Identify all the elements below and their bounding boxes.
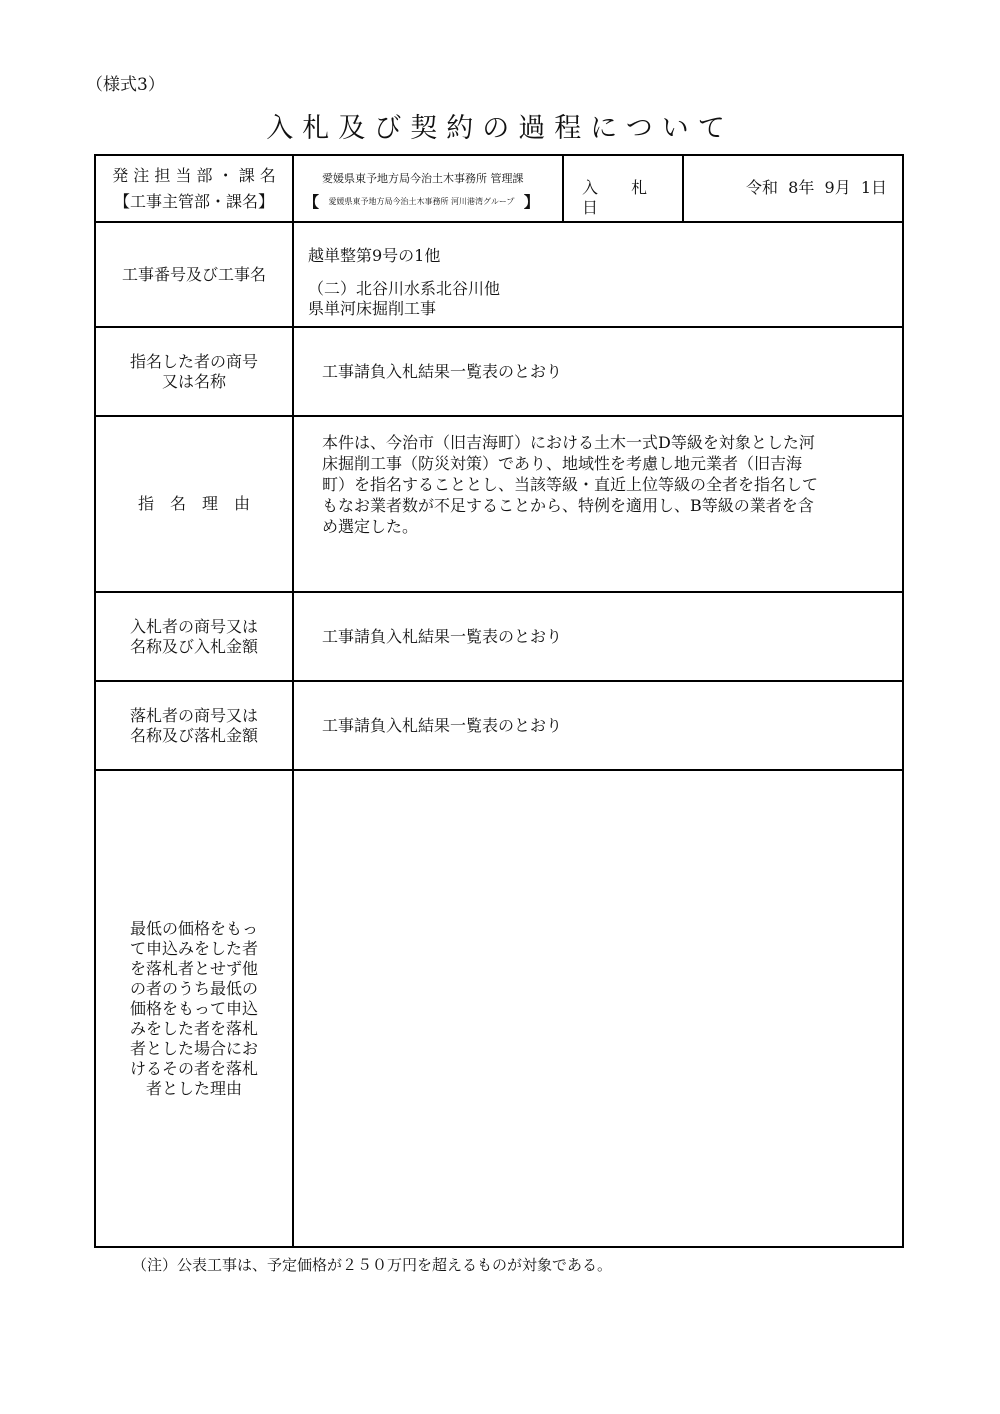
exception-label-line: を落札者とせず他 bbox=[129, 958, 258, 978]
work-label: 工事番号及び工事名 bbox=[96, 223, 294, 326]
managing-department-text: 愛媛県東予地方局今治土木事務所 河川港湾グループ bbox=[328, 197, 515, 206]
managing-department bbox=[304, 192, 539, 212]
row-winner bbox=[96, 682, 902, 771]
bid-date-label: 入 札 日 bbox=[562, 156, 684, 221]
row-exception bbox=[96, 771, 902, 1246]
nominated-label-line1: 指名した者の商号 bbox=[129, 351, 258, 371]
exception-label-line: 価格をもって申込 bbox=[129, 998, 258, 1018]
winner-value: 工事請負入札結果一覧表のとおり bbox=[322, 716, 563, 735]
reason-content bbox=[294, 417, 902, 591]
row-bidders bbox=[96, 593, 902, 682]
winner-label-line1: 落札者の商号又は bbox=[129, 705, 258, 725]
open-bracket: 【 bbox=[304, 193, 320, 211]
form-number: （様式3） bbox=[86, 75, 165, 95]
department-value bbox=[294, 156, 564, 221]
reason-text bbox=[322, 433, 896, 538]
ordering-department: 愛媛県東予地方局今治土木事務所 管理課 bbox=[322, 172, 524, 185]
row-nominated bbox=[96, 328, 902, 417]
exception-label-line: 者とした場合にお bbox=[129, 1038, 258, 1058]
department-label bbox=[96, 156, 294, 221]
exception-label-line: けるその者を落札 bbox=[129, 1058, 258, 1078]
exception-label-line: 者とした理由 bbox=[145, 1078, 242, 1098]
close-bracket: 】 bbox=[523, 193, 539, 211]
winner-label-line2: 名称及び落札金額 bbox=[129, 725, 258, 745]
department-label-line2: 【工事主管部・課名】 bbox=[113, 191, 274, 211]
work-name-line2: 県単河床掘削工事 bbox=[308, 299, 437, 318]
work-name-line1: （二）北谷川水系北谷川他 bbox=[308, 279, 501, 298]
reason-line: 町）を指名することとし、当該等級・直近上位等級の全者を指名して bbox=[322, 475, 819, 494]
bid-contract-form-table bbox=[94, 154, 904, 1248]
bid-date-value: 令和 8年 9月 1日 bbox=[746, 178, 888, 197]
nominated-value: 工事請負入札結果一覧表のとおり bbox=[322, 362, 563, 381]
reason-line: め選定した。 bbox=[322, 517, 419, 536]
winner-content bbox=[294, 682, 902, 769]
winner-label bbox=[96, 682, 294, 769]
nominated-label-line2: 又は名称 bbox=[161, 371, 226, 391]
reason-line: 床掘削工事（防災対策）であり、地域性を考慮し地元業者（旧吉海 bbox=[322, 454, 803, 473]
exception-label bbox=[96, 771, 294, 1246]
row-reason bbox=[96, 417, 902, 593]
department-content bbox=[294, 156, 902, 221]
reason-label: 指 名 理 由 bbox=[96, 417, 294, 591]
work-content bbox=[294, 223, 902, 326]
nominated-label bbox=[96, 328, 294, 415]
department-label-line1: 発 注 担 当 部 ・ 課 名 bbox=[112, 165, 276, 185]
exception-content bbox=[294, 771, 902, 1246]
nominated-content bbox=[294, 328, 902, 415]
reason-line: 本件は、今治市（旧吉海町）における土木一式D等級を対象とした河 bbox=[322, 433, 815, 452]
bidders-label-line2: 名称及び入札金額 bbox=[129, 636, 258, 656]
bidders-label bbox=[96, 593, 294, 680]
bidders-value: 工事請負入札結果一覧表のとおり bbox=[322, 627, 563, 646]
exception-label-line: みをした者を落札 bbox=[129, 1018, 258, 1038]
row-work bbox=[96, 223, 902, 328]
page-title: 入札及び契約の過程について bbox=[266, 113, 734, 144]
work-number: 越単整第9号の1他 bbox=[308, 246, 441, 265]
footnote: （注）公表工事は、予定価格が２５０万円を超えるものが対象である。 bbox=[132, 1256, 613, 1274]
reason-line: もなお業者数が不足することから、特例を適用し、B等級の業者を含 bbox=[322, 496, 814, 515]
exception-label-line: の者のうち最低の bbox=[129, 978, 258, 998]
exception-label-line: て申込みをした者 bbox=[129, 938, 258, 958]
exception-label-line: 最低の価格をもっ bbox=[129, 918, 258, 938]
row-department bbox=[96, 156, 902, 223]
bidders-label-line1: 入札者の商号又は bbox=[129, 616, 258, 636]
bidders-content bbox=[294, 593, 902, 680]
